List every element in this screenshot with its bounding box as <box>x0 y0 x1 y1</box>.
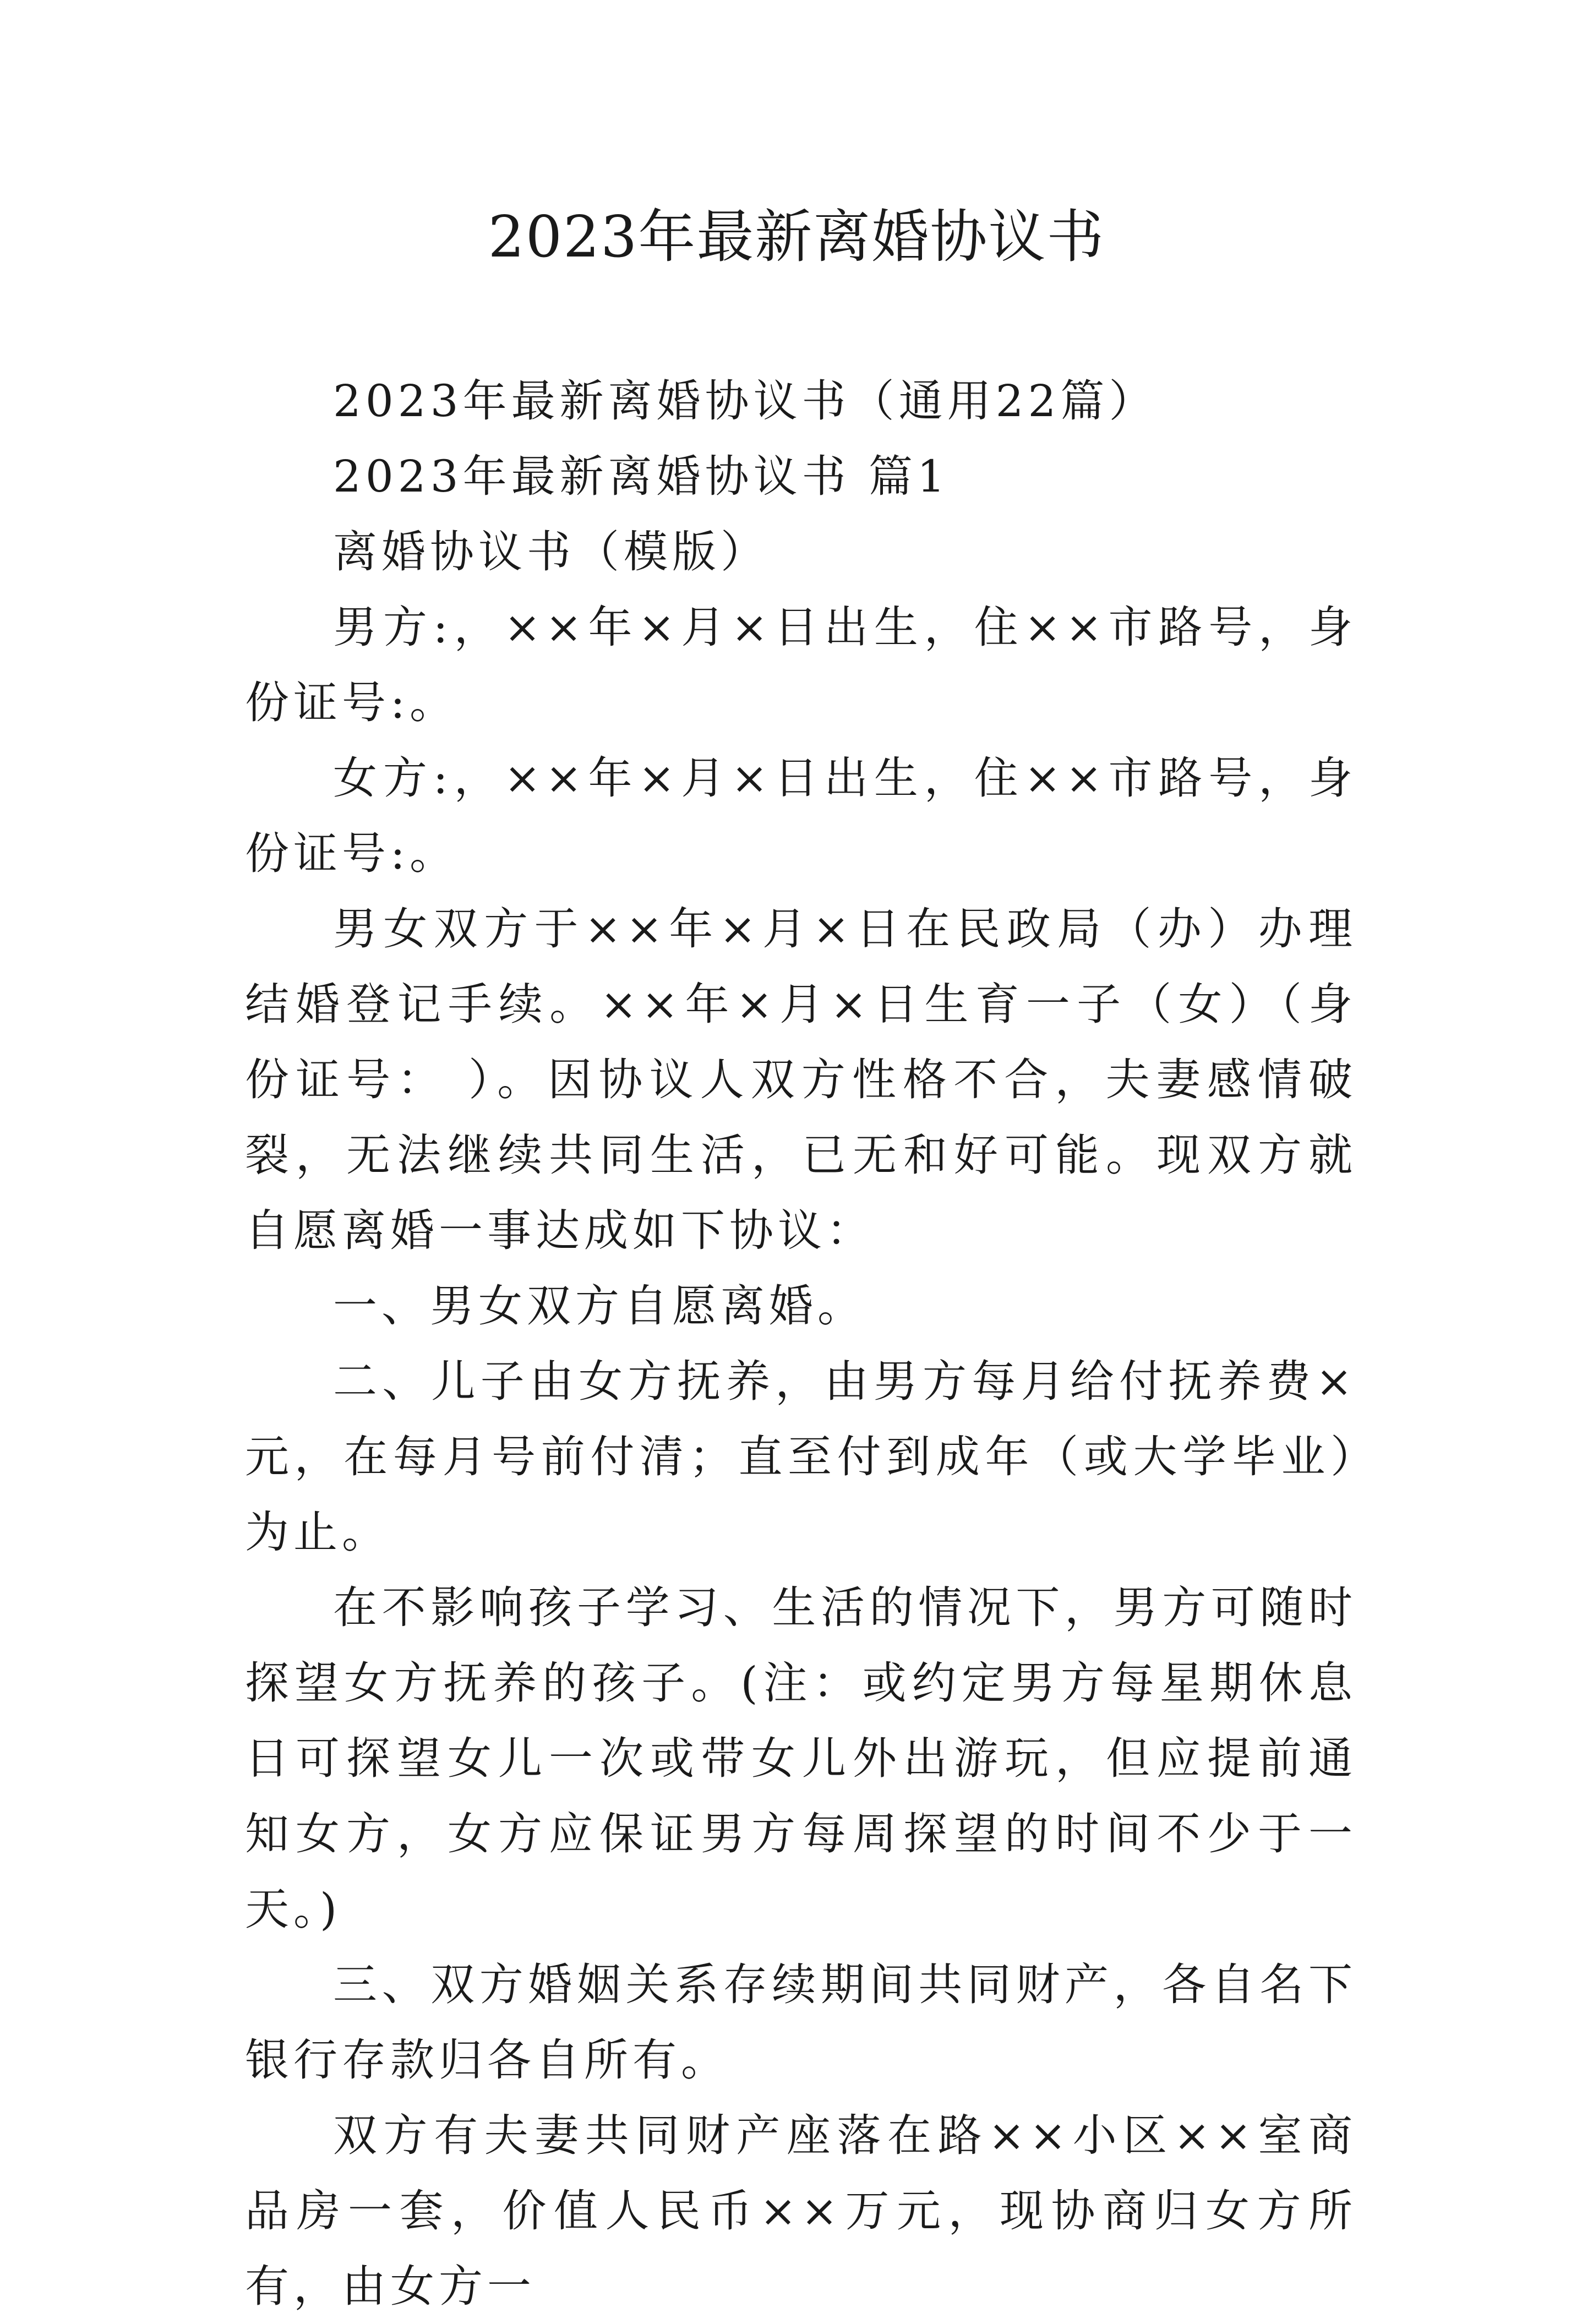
paragraph-template-heading: 离婚协议书（模版） <box>333 526 769 577</box>
document-body <box>245 363 1357 2324</box>
document-title: 2023年最新离婚协议书 <box>488 203 1105 270</box>
paragraph-clause-3: 三、双方婚姻关系存续期间共同财产，各自名下银行存款归各自所有。 <box>245 1959 1357 2086</box>
paragraph-property: 双方有夫妻共同财产座落在路××小区××室商品房一套，价值人民币××万元，现协商归女方所有，由女方一 <box>245 2110 1357 2312</box>
paragraph-marriage-background: 男女双方于××年×月×日在民政局（办）办理结婚登记手续。××年×月×日生育一子（女）（身份证号： ）。因协议人双方性格不合，夫妻感情破裂，无法继续共同生活，已无和好可能。现双方就自愿离婚一事达成如下协议： <box>245 903 1357 1256</box>
paragraph-female-party: 女方:，××年×月×日出生，住××市路号，身份证号:。 <box>245 752 1357 879</box>
paragraph-clause-2: 二、儿子由女方抚养，由男方每月给付抚养费×元，在每月号前付清；直至付到成年（或大学毕业）为止。 <box>245 1356 1357 1558</box>
paragraph-subtitle: 2023年最新离婚协议书（通用22篇） <box>333 375 1158 427</box>
paragraph-section-heading: 2023年最新离婚协议书 篇1 <box>333 451 950 502</box>
paragraph-male-party: 男方:，××年×月×日出生，住××市路号，身份证号:。 <box>245 602 1357 728</box>
paragraph-clause-1: 一、男女双方自愿离婚。 <box>333 1280 866 1332</box>
paragraph-visitation: 在不影响孩子学习、生活的情况下，男方可随时探望女方抚养的孩子。(注：或约定男方每星期休息日可探望女儿一次或带女儿外出游玩，但应提前通知女方，女方应保证男方每周探望的时间不少于一天。) <box>245 1582 1357 1935</box>
